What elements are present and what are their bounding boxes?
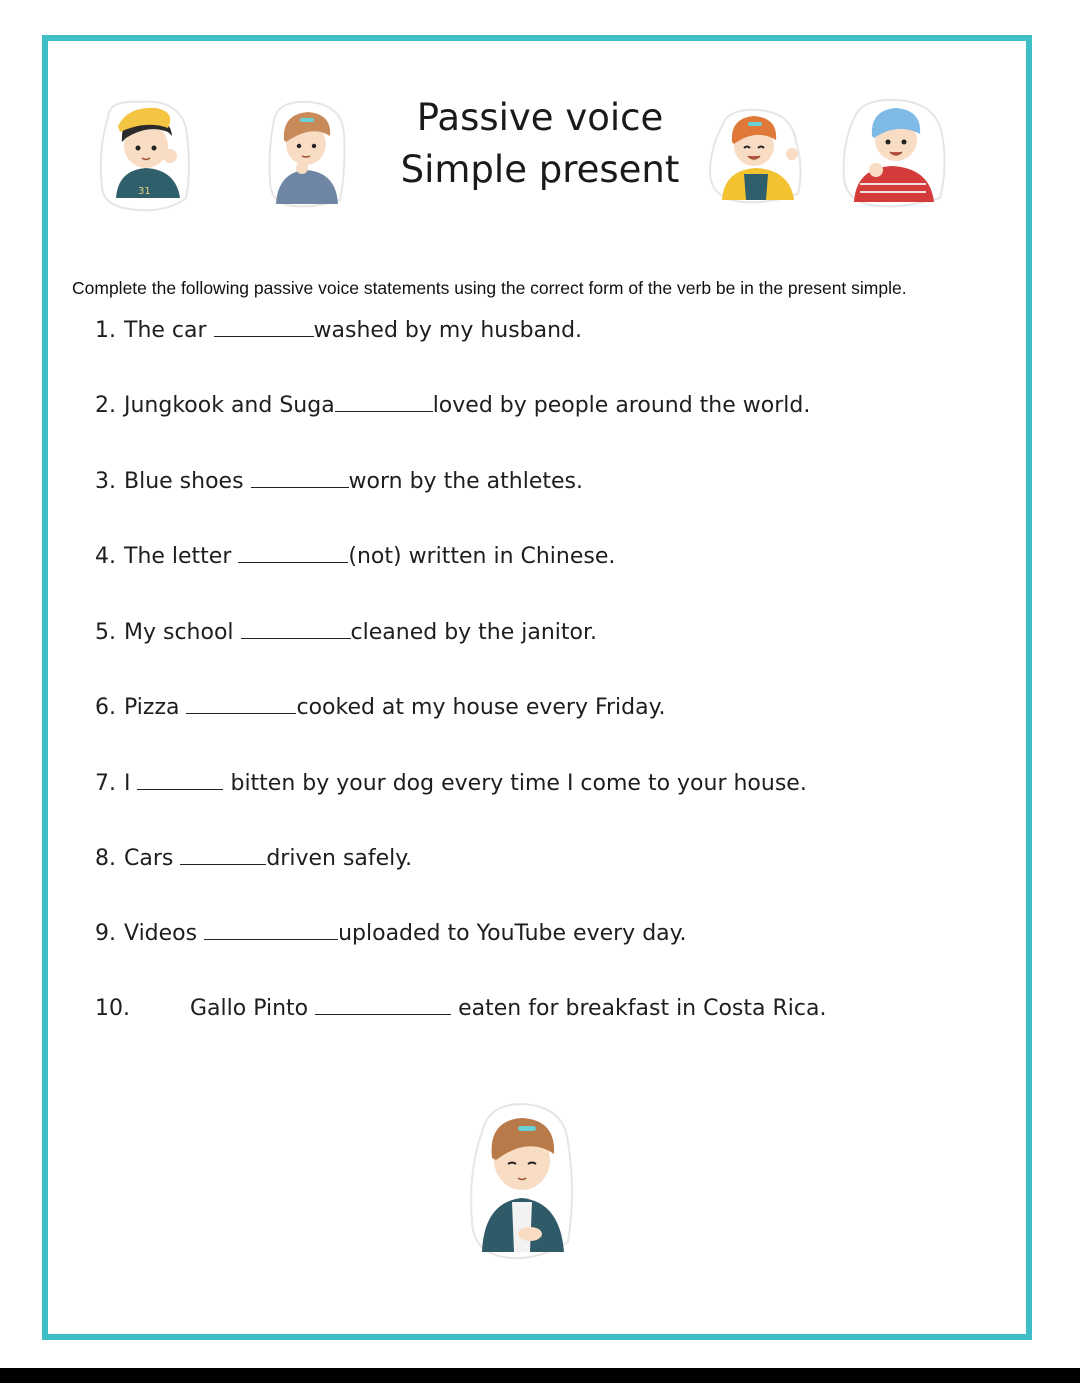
answer-blank[interactable] [241,620,351,639]
question-text-before: The car [124,318,214,343]
question-number: 5. [95,620,116,645]
worksheet-title: Passive voice [416,96,664,139]
question-number: 8. [95,846,116,871]
question-text-after: cleaned by the janitor. [350,620,598,645]
question-number: 10. [95,996,130,1021]
question-1 [95,318,582,343]
question-text-before: Jungkook and Suga [124,393,335,418]
question-text-before: Videos [124,921,205,946]
question-number: 3. [95,469,116,494]
question-text-after: bitten by your dog every time I come to your house. [223,771,807,796]
question-text-after: loved by people around the world. [432,393,811,418]
answer-blank[interactable] [251,469,349,488]
question-8 [95,846,412,871]
sticker-boy-denim-jacket-icon [468,1102,576,1260]
question-text-after: driven safely. [266,846,413,871]
question-text-before: I [124,771,138,796]
question-number: 6. [95,695,116,720]
question-text-before: Blue shoes [124,469,251,494]
answer-blank[interactable] [180,846,266,865]
question-9 [95,921,687,946]
answer-blank[interactable] [204,921,338,940]
question-10 [95,996,826,1021]
question-text-before: Pizza [124,695,187,720]
question-text-before: Cars [124,846,181,871]
question-text-after: eaten for breakfast in Costa Rica. [451,996,827,1021]
answer-blank[interactable] [214,318,314,337]
svg-text:31: 31 [138,186,151,197]
question-4 [95,544,615,569]
question-text-after: worn by the athletes. [348,469,583,494]
answer-blank[interactable] [186,695,296,714]
question-5 [95,620,597,645]
question-text-after: (not) written in Chinese. [348,544,616,569]
question-6 [95,695,666,720]
answer-blank[interactable] [335,393,433,412]
question-number: 7. [95,771,116,796]
question-7 [95,771,807,796]
question-number: 9. [95,921,116,946]
instructions: Complete the following passive voice statements using the correct form of the verb be in the present simple. [72,278,907,298]
question-number: 4. [95,544,116,569]
question-number: 1. [95,318,116,343]
question-number: 2. [95,393,116,418]
question-2 [95,393,810,418]
question-3 [95,469,583,494]
question-text-after: cooked at my house every Friday. [296,695,666,720]
answer-blank[interactable] [315,996,451,1015]
answer-blank[interactable] [137,771,223,790]
bottom-edge [0,1368,1080,1383]
question-text-before: My school [124,620,241,645]
question-text-after: washed by my husband. [313,318,583,343]
question-text-before: Gallo Pinto [190,996,316,1021]
answer-blank[interactable] [238,544,348,563]
question-text-before: The letter [124,544,239,569]
worksheet-subtitle: Simple present [400,148,680,191]
question-text-after: uploaded to YouTube every day. [338,921,687,946]
